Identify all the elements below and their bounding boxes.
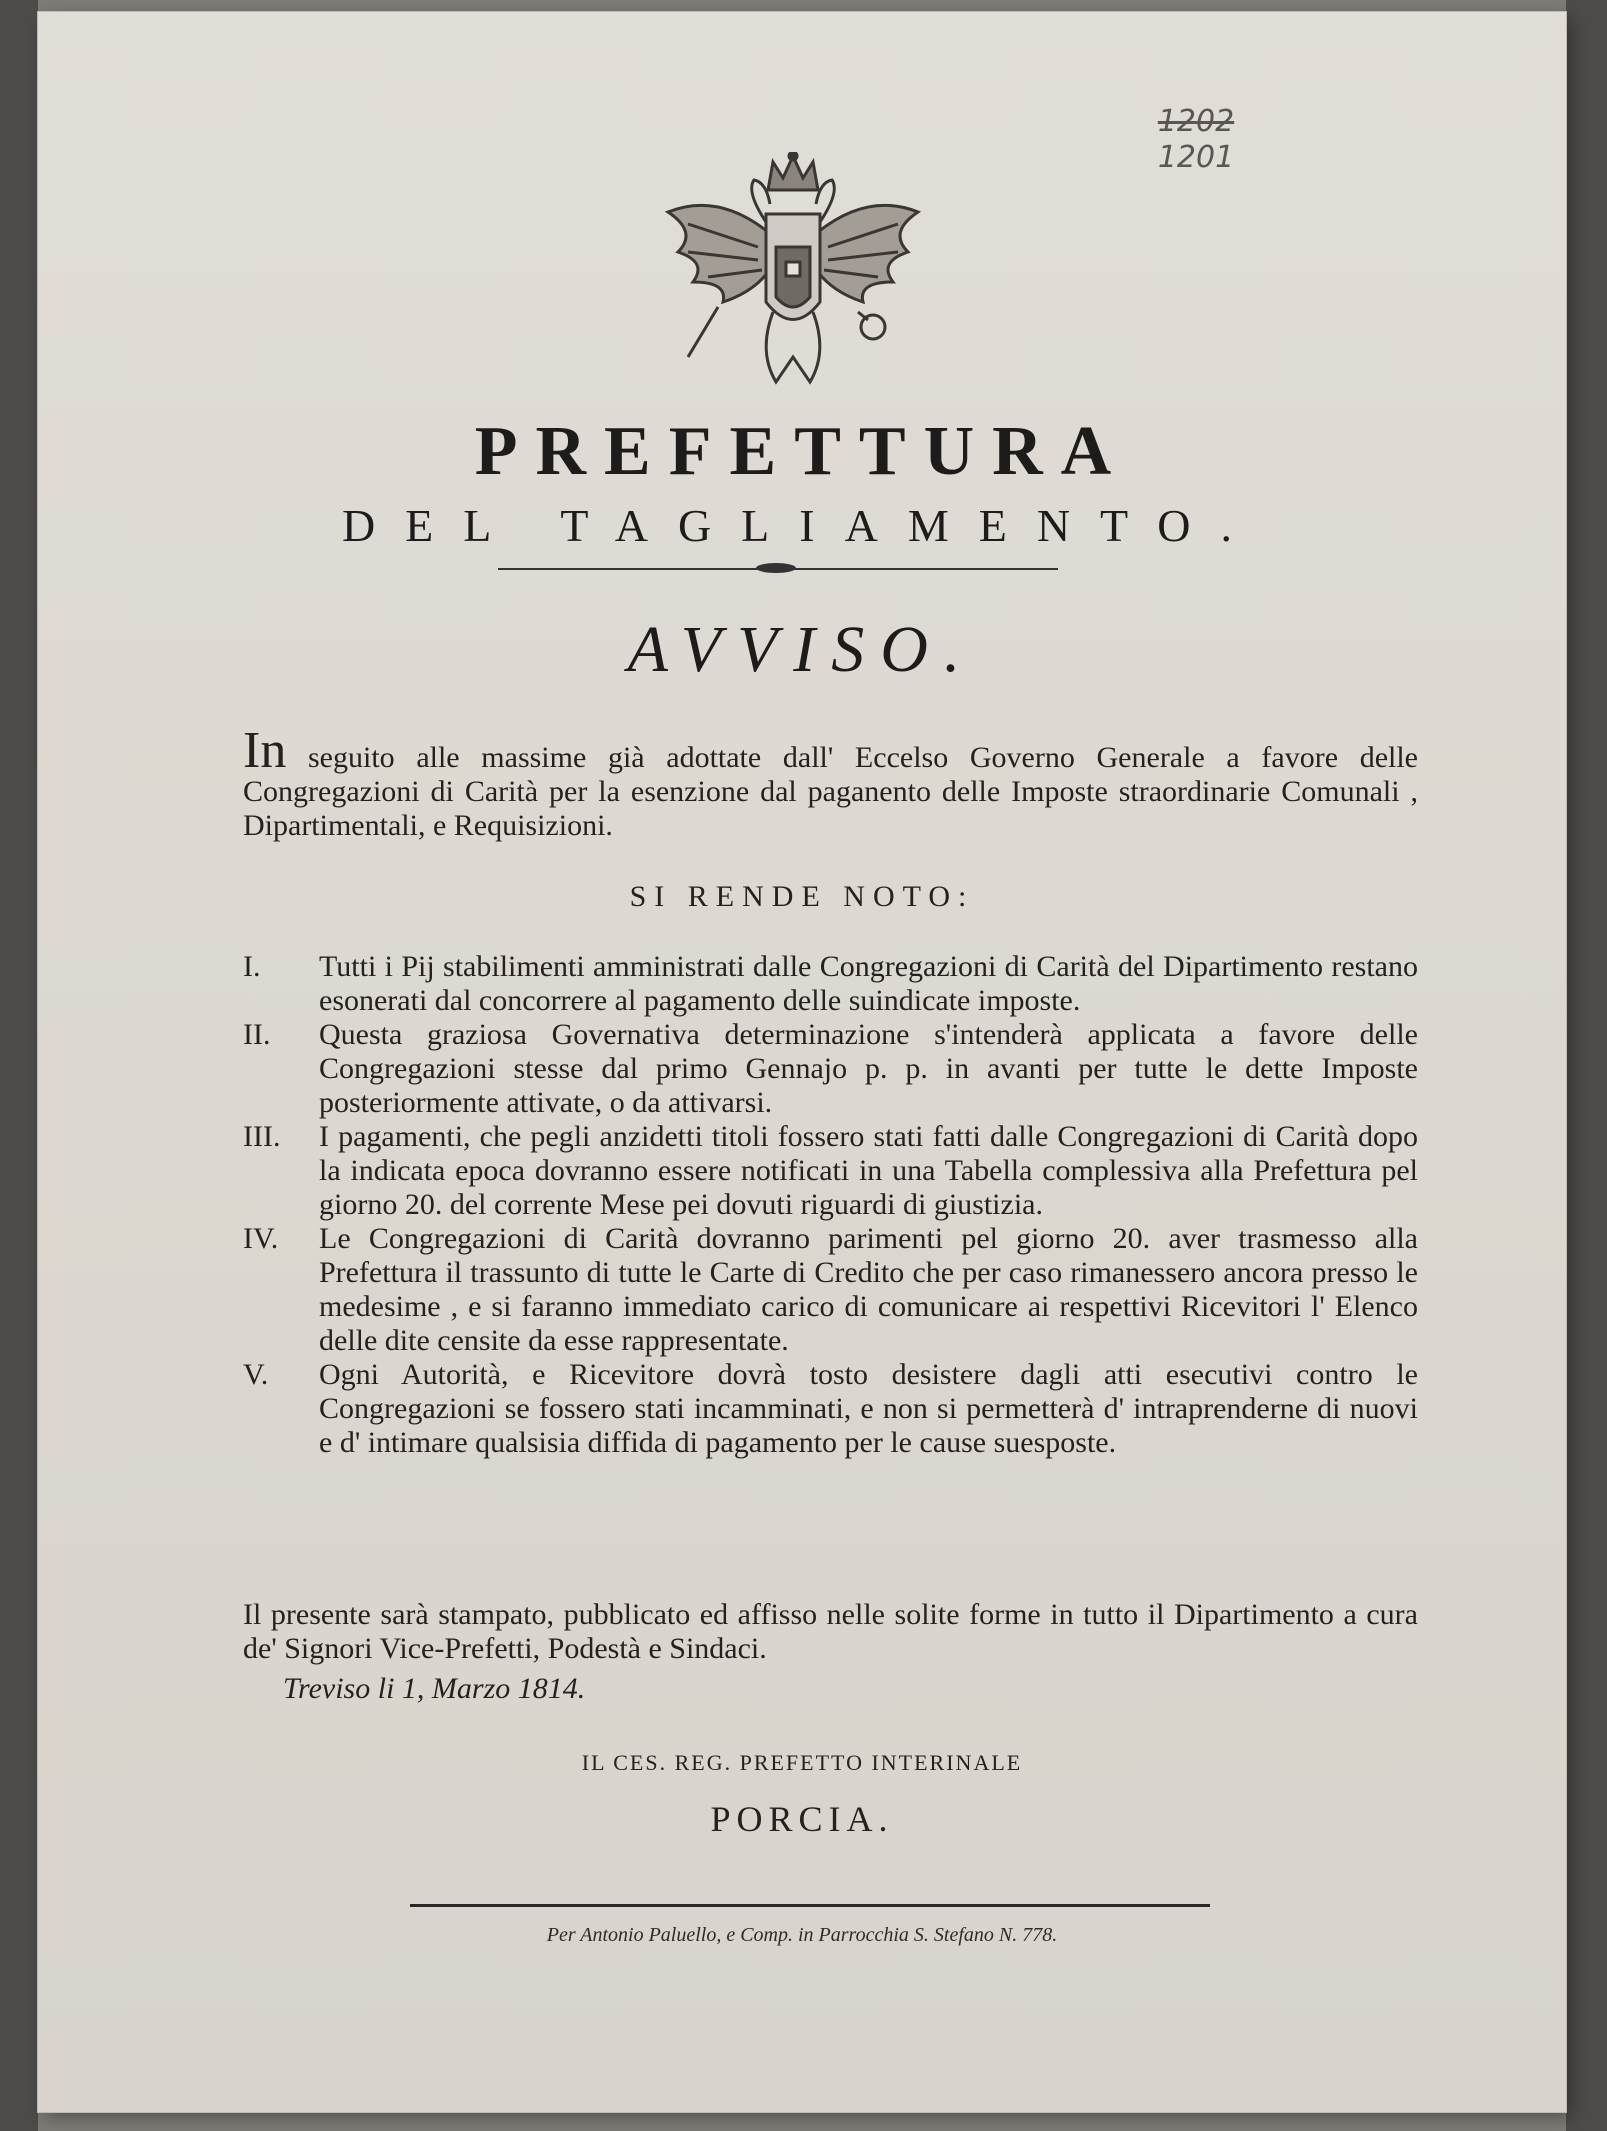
- article-number: V.: [243, 1358, 269, 1391]
- handwritten-note: [1136, 104, 1256, 176]
- announcement-heading: SI RENDE NOTO:: [629, 880, 975, 913]
- signatory-title: IL CES. REG. PREFETTO INTERINALE: [581, 1750, 1023, 1775]
- article-item: [243, 1120, 1418, 1222]
- signatory-name: PORCIA.: [710, 1799, 894, 1839]
- article-number: II.: [243, 1018, 271, 1051]
- closing-paragraph: Il presente sarà stampato, pubblicato ed affisso nelle solite forme in tutto il Dipartimento a cura de' Signori Vice-Prefetti, Podestà e Sindaci.: [243, 1598, 1418, 1665]
- page-subtitle: DEL TAGLIAMENTO.: [341, 500, 1263, 551]
- printer-imprint: Per Antonio Paluello, e Comp. in Parrocchia S. Stefano N. 778.: [546, 1924, 1058, 1946]
- article-number: I.: [243, 950, 261, 983]
- article-number: IV.: [243, 1222, 279, 1255]
- article-text: Questa graziosa Governativa determinazione s'intenderà applicata a favore delle Congregazioni stesse dal primo Gennajo p. p. in avanti per tutte le dette Imposte posteriormente attivate, o da attivarsi.: [319, 1018, 1418, 1119]
- drop-cap: In: [243, 722, 287, 779]
- background-left: [0, 0, 38, 2131]
- page-title: PREFETTURA: [474, 413, 1130, 490]
- article-item: [243, 950, 1418, 1018]
- document-page: [38, 12, 1566, 2112]
- article-list: [243, 950, 1418, 1460]
- article-text: Ogni Autorità, e Ricevitore dovrà tosto desistere dagli atti esecutivi contro le Congregazioni se fossero stati incamminati, e non si permetterà d' intraprenderne di nuovi e d' intimare qualsisia diffida di pagamento per le cause suesposte.: [319, 1358, 1418, 1459]
- notice-heading: AVVISO.: [627, 613, 977, 686]
- double-headed-eagle-emblem-icon: [658, 152, 928, 392]
- article-text: Le Congregazioni di Carità dovranno parimenti pel giorno 20. aver trasmesso alla Prefettura il trassunto di tutte le Carte di Credito che per caso rimanessero ancora presso le medesime , e si faranno immediato carico di comunicare ai respettivi Ricevitori l' Elenco delle dite censite da esse rappresentate.: [319, 1222, 1418, 1357]
- article-text: Tutti i Pij stabilimenti amministrati dalle Congregazioni di Carità del Dipartimento restano esonerati dal concorrere al pagamento delle suindicate imposte.: [319, 950, 1418, 1017]
- dateline: Treviso li 1, Marzo 1814.: [283, 1672, 586, 1705]
- article-item: [243, 1358, 1418, 1460]
- article-item: [243, 1222, 1418, 1358]
- article-item: [243, 1018, 1418, 1120]
- handwritten-note-line-1: 1202: [1157, 104, 1235, 139]
- article-text: I pagamenti, che pegli anzidetti titoli fossero stati fatti dalle Congregazioni di Carità dopo la indicata epoca dovranno essere notificati in una Tabella complessiva alla Prefettura pel giorno 20. del corrente Mese pei dovuti riguardi di giustizia.: [319, 1120, 1418, 1221]
- background-right: [1566, 0, 1607, 2131]
- ornamental-divider: [498, 568, 1058, 570]
- handwritten-note-line-2: 1201: [1157, 140, 1235, 175]
- article-number: III.: [243, 1120, 281, 1153]
- footer-divider: [410, 1904, 1210, 1907]
- intro-text: seguito alle massime già adottate dall' Eccelso Governo Generale a favore delle Congregazioni di Carità per la esenzione dal paganento delle Imposte straordinarie Comunali , Dipartimentali, e Requisizioni.: [243, 741, 1418, 842]
- intro-paragraph: [243, 722, 1418, 843]
